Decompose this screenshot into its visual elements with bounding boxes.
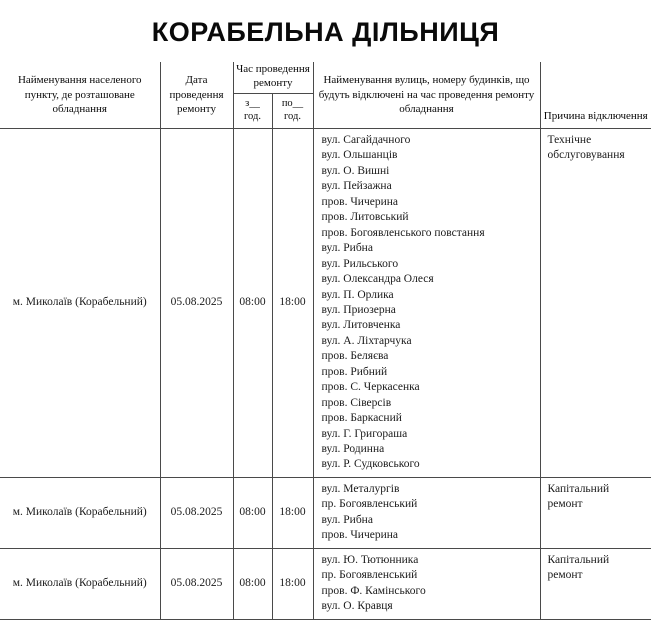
street-list-item: вул. Рибна <box>321 242 373 255</box>
reason-text <box>548 482 648 512</box>
street-list-item: пр. Богоявленський <box>321 498 418 511</box>
street-list <box>322 133 536 473</box>
street-list-item: пров. Беляєва <box>321 350 389 363</box>
cell-date: 05.08.2025 <box>160 128 233 477</box>
street-list <box>322 482 536 544</box>
cell-time-to: 18:00 <box>272 548 313 619</box>
street-list-item: вул. Ю. Тютюнника <box>321 553 419 566</box>
cell-locality: м. Миколаїв (Корабельний) <box>0 477 160 548</box>
cell-streets <box>313 477 540 548</box>
cell-date: 05.08.2025 <box>160 548 233 619</box>
street-list-item: пров. Чичерина <box>321 195 399 208</box>
street-list-item: вул. Р. Судковського <box>321 458 420 471</box>
street-list-item: пров. С. Черкасенка <box>321 381 420 394</box>
street-list-item: вул. Родинна <box>321 443 385 456</box>
cell-reason <box>540 128 651 477</box>
reason-line: Капітальний <box>547 553 610 566</box>
table-row <box>0 548 651 619</box>
cell-time-from: 08:00 <box>233 477 272 548</box>
reason-text <box>548 133 648 163</box>
reason-line: обслуговування <box>547 149 625 162</box>
table-row <box>0 477 651 548</box>
reason-line: Технічне <box>547 133 592 146</box>
cell-streets <box>313 128 540 477</box>
street-list-item: вул. Приозерна <box>321 303 396 316</box>
table-body <box>0 128 651 619</box>
column-header-time-group: Час проведення ремонту <box>233 62 313 94</box>
street-list-item: пр. Богоявленський <box>321 569 418 582</box>
street-list-item: вул. А. Ліхтарчука <box>321 334 412 347</box>
street-list-item: вул. П. Орлика <box>321 288 394 301</box>
column-header-streets: Найменування вулиць, номеру будинків, що будуть відключені на час проведення ремонту обладнання <box>313 62 540 129</box>
column-header-date: Дата проведення ремонту <box>160 62 233 129</box>
column-header-time-from <box>233 93 272 128</box>
cell-time-from: 08:00 <box>233 548 272 619</box>
time-from-label: з__ <box>245 97 260 109</box>
reason-line: ремонт <box>547 498 583 511</box>
reason-line: Капітальний <box>547 482 610 495</box>
cell-reason <box>540 548 651 619</box>
time-from-unit: год. <box>244 110 261 122</box>
cell-time-to: 18:00 <box>272 128 313 477</box>
reason-text <box>548 553 648 583</box>
table-header-row-main <box>0 62 651 94</box>
street-list-item: вул. Литовченка <box>321 319 401 332</box>
street-list-item: вул. Пейзажна <box>321 180 392 193</box>
street-list-item: вул. Рильського <box>321 257 399 270</box>
street-list-item: пров. Богоявленського повстання <box>321 226 485 239</box>
street-list-item: вул. Металургів <box>321 482 400 495</box>
time-to-label: по__ <box>281 97 304 109</box>
street-list-item: вул. Сагайдачного <box>321 133 411 146</box>
street-list-item: пров. Баркасний <box>321 412 402 425</box>
outage-schedule-table <box>0 62 651 620</box>
street-list-item: вул. Олександра Олеся <box>321 273 434 286</box>
page-title: КОРАБЕЛЬНА ДІЛЬНИЦЯ <box>151 17 500 47</box>
street-list-item: пров. Рибний <box>321 365 388 378</box>
cell-locality: м. Миколаїв (Корабельний) <box>0 128 160 477</box>
cell-reason <box>540 477 651 548</box>
street-list-item: пров. Чичерина <box>321 529 399 542</box>
time-to-unit: год. <box>284 110 301 122</box>
cell-time-to: 18:00 <box>272 477 313 548</box>
table-header <box>0 62 651 129</box>
cell-locality: м. Миколаїв (Корабельний) <box>0 548 160 619</box>
street-list-item: вул. О. Вишні <box>321 164 390 177</box>
cell-time-from: 08:00 <box>233 128 272 477</box>
street-list-item: вул. Рибна <box>321 513 373 526</box>
table-row <box>0 128 651 477</box>
street-list-item: пров. Ф. Камінського <box>321 584 426 597</box>
street-list-item: вул. Г. Григораша <box>321 427 408 440</box>
cell-date: 05.08.2025 <box>160 477 233 548</box>
column-header-time-to <box>272 93 313 128</box>
street-list-item: вул. Ольшанців <box>321 149 398 162</box>
reason-line: ремонт <box>547 568 583 581</box>
street-list-item: пров. Литовський <box>321 211 409 224</box>
column-header-reason: Причина відключення <box>540 62 651 129</box>
column-header-locality: Найменування населеного пункту, де розташоване обладнання <box>0 62 160 129</box>
street-list <box>322 553 536 615</box>
street-list-item: вул. О. Кравця <box>321 600 393 613</box>
street-list-item: пров. Сіверсів <box>321 396 392 409</box>
cell-streets <box>313 548 540 619</box>
